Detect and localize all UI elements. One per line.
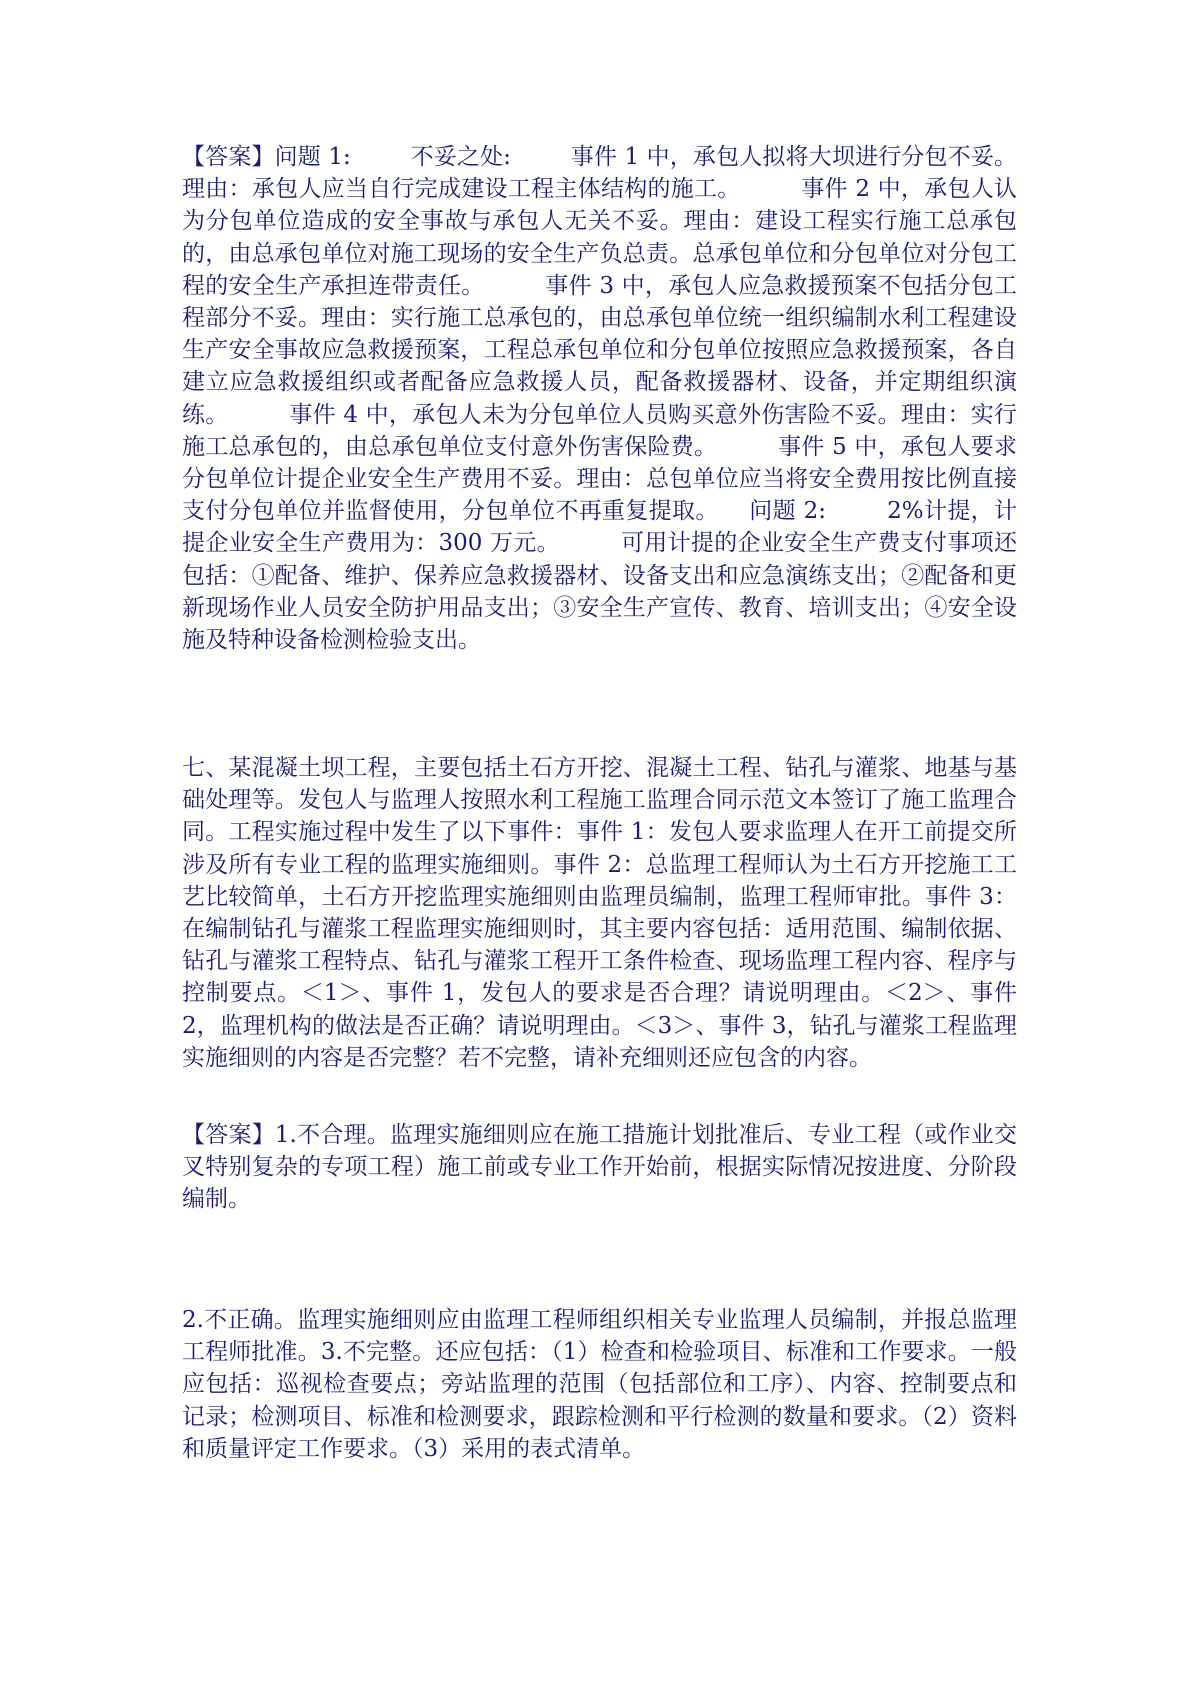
answer-paragraph-1: 【答案】问题 1: 不妥之处: 事件 1 中，承包人拟将大坝进行分包不妥。理由：承包人应当自行完成建设工程主体结构的施工。 事件 2 中，承包人认为分包单位造成的安全事故与承包人无关不妥。理由：建设工程实行施工总承包的，由总承包单位对施工现场的安全生产负总责。总承包单位和分包单位对分包工程的安全生产承担连带责任。 事件 3 中，承包人应急救援预案不包括分包工程部分不妥。理由：实行施工总承包的，由总承包单位统一组织编制水利工程建设生产安全事故应急救援预案，工程总承包单位和分包单位按照应急救援预案，各自建立应急救援组织或者配备应急救援人员，配备救援器材、设备，并定期组织演练。 事件 4 中，承包人未为分包单位人员购买意外伤害险不妥。理由：实行施工总承包的，由总承包单位支付意外伤害保险费。 事件 5 中，承包人要求分包单位计提企业安全生产费用不妥。理由：总包单位应当将安全费用按比例直接支付分包单位并监督使用，分包单位不再重复提取。 问题 2: 2%计提，计提企业安全生产费用为：300 万元。 可用计提的企业安全生产费支付事项还包括：①配备、维护、保养应急救援器材、设备支出和应急演练支出；②配备和更新现场作业人员安全防护用品支出；③安全生产宣传、教育、培训支出；④安全设施及特种设备检测检验支出。 <box>182 144 1017 654</box>
answer-paragraph-3: 2.不正确。监理实施细则应由监理工程师组织相关专业监理人员编制，并报总监理工程师批准。3.不完整。还应包括：（1）检查和检验项目、标准和工作要求。一般应包括：巡视检查要点；旁站监理的范围（包括部位和工序）、内容、控制要点和记录；检测项目、标准和检测要求，跟踪检测和平行检测的数量和要求。（2）资料和质量评定工作要求。（3）采用的表式清单。 <box>182 1307 1017 1462</box>
question-paragraph-7: 七、某混凝土坝工程，主要包括土石方开挖、混凝土工程、钻孔与灌浆、地基与基础处理等。发包人与监理人按照水利工程施工监理合同示范文本签订了施工监理合同。工程实施过程中发生了以下事件：事件 1：发包人要求监理人在开工前提交所涉及所有专业工程的监理实施细则。事件 2：总监理工程师认为土石方开挖施工工艺比较简单，土石方开挖监理实施细则由监理员编制，监理工程师审批。事件 3：在编制钻孔与灌浆工程监理实施细则时，其主要内容包括：适用范围、编制依据、钻孔与灌浆工程特点、钻孔与灌浆工程开工条件检查、现场监理工程内容、程序与控制要点。＜1＞、事件 1，发包人的要求是否合理？请说明理由。＜2＞、事件 2，监理机构的做法是否正确？请说明理由。＜3＞、事件 3，钻孔与灌浆工程监理实施细则的内容是否完整？若不完整，请补充细则还应包含的内容。 <box>182 755 1025 1071</box>
answer-paragraph-2: 【答案】1.不合理。监理实施细则应在施工措施计划批准后、专业工程（或作业交叉特别复杂的专项工程）施工前或专业工作开始前，根据实际情况按进度、分阶段编制。 <box>182 1122 1017 1213</box>
